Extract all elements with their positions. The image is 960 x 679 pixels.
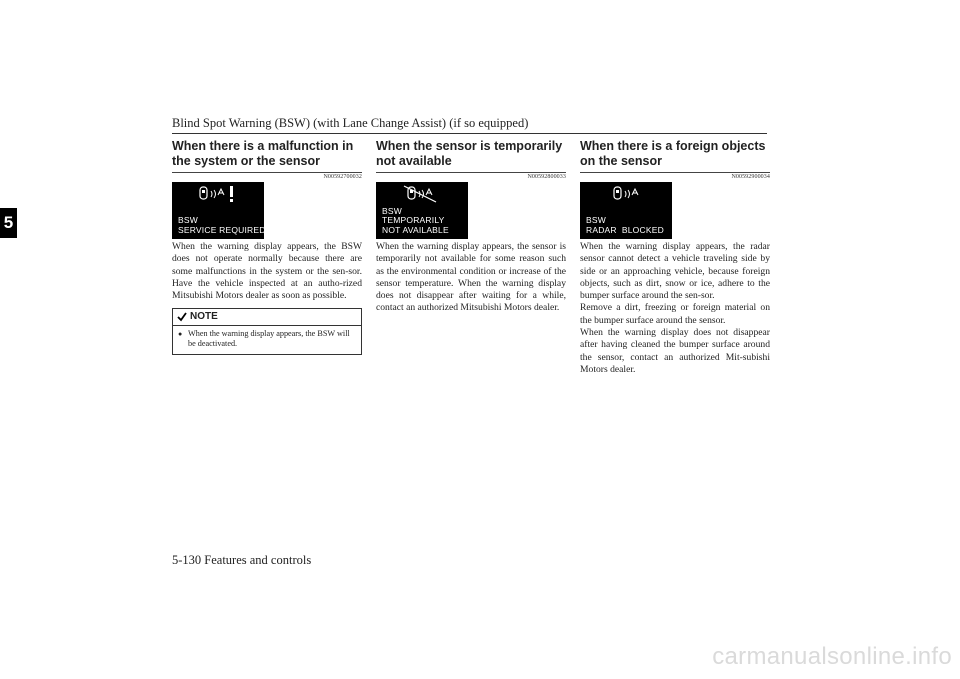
note-header: [173, 309, 361, 326]
section-rule: [376, 172, 566, 173]
section-temporarily-unavailable: [376, 139, 566, 315]
display-text: BSW TEMPORARILY NOT AVAILABLE: [382, 205, 449, 235]
warning-display-image: [172, 182, 264, 239]
section-title: When the sensor is temporarily not available: [376, 139, 563, 168]
note-box: [172, 308, 362, 355]
page-header: Blind Spot Warning (BSW) (with Lane Change Assist) (if so equipped): [172, 116, 529, 130]
page-footer: 5-130 Features and controls: [172, 553, 312, 567]
watermark: carmanualsonline.info: [712, 643, 952, 670]
section-rule: [580, 172, 770, 173]
section-code: N00592800033: [527, 174, 566, 180]
chapter-tab: 5: [0, 208, 17, 238]
section-code: N00592700032: [323, 174, 362, 180]
note-item-text: When the warning display appears, the BSW will be deactivated.: [188, 329, 350, 349]
section-body: When the warning display appears, the sensor is temporarily not available for some reason such as the environmental condition or increase of the sensor temperature. When the warning display does not disappear after waiting for a while, contact an authorized Mitsubishi Motors dealer.: [376, 241, 566, 314]
bullet-icon: ●: [178, 330, 183, 339]
header-rule: [172, 133, 767, 134]
checkmark-icon: [177, 312, 187, 322]
section-body: When the warning display appears, the BSW does not operate normally because there are some malfunctions in the system or the sen-sor. Have the vehicle inspected at an autho-rized Mitsubishi Motors dealer as soon as possible.: [172, 241, 362, 302]
warning-display-image: [580, 182, 672, 239]
section-malfunction: [172, 139, 362, 355]
section-title: When there is a foreign objects on the sensor: [580, 139, 766, 168]
section-foreign-objects: [580, 139, 770, 376]
section-body: When the warning display appears, the radar sensor cannot detect a vehicle traveling side by side or an approaching vehicle, because foreign objects, such as dirt, snow or ice, adhere to the bumper surface around the sen-sor. Remove a dirt, freezing or foreign material on the bumper surface around the sensor. When the warning display does not disappear after having cleaned the bumper surface around the sensor, contact an authorized Mit-subishi Motors dealer.: [580, 241, 770, 375]
section-rule: [172, 172, 362, 173]
section-title: When there is a malfunction in the system or the sensor: [172, 139, 354, 168]
note-label: NOTE: [190, 311, 218, 323]
display-text: BSW RADAR BLOCKED: [586, 215, 664, 235]
note-item: [173, 326, 361, 349]
section-code: N00592900034: [731, 174, 770, 180]
display-text: BSW SERVICE REQUIRED: [178, 215, 266, 235]
warning-display-image: [376, 182, 468, 239]
